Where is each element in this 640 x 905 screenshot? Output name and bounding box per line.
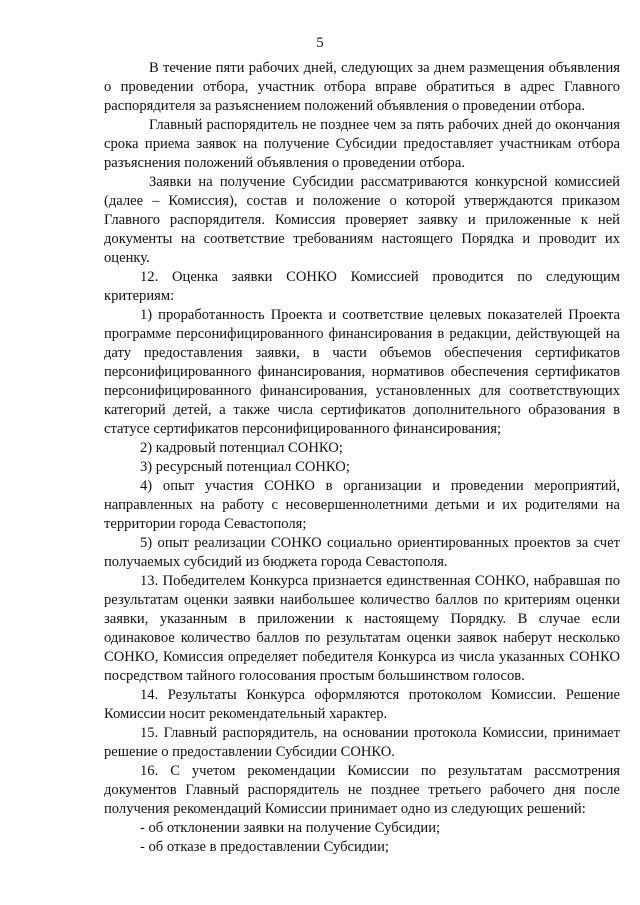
criterion-1: 1) проработанность Проекта и соответствие целевых показателей Проекта программе персонифицированного финансирования в редакции, действующей на дату предоставления заявки, в части объемов обеспечения сертификатов персонифицированного финансирования, нормативов обеспечения сертификатов персонифицированного финансирования, установленных для соответствующих категорий детей, а также числа сертификатов дополнительного образования в статусе сертификатов персонифицированного финансирования; [104,307,620,437]
criterion-3: 3) ресурсный потенциал СОНКО; [140,459,350,475]
paragraph-13-winner: 13. Победителем Конкурса признается единственная СОНКО, набравшая по результатам оценки заявки наибольшее количество баллов по критериям оценки заявки, указанным в приложении к настоящему Порядку. В случае если одинаковое количество баллов по результатам оценки заявок наберут несколько СОНКО, Комиссия определяет победителя Конкурса из числа указанных СОНКО посредством тайного голосования простым большинством голосов. [104,573,620,684]
paragraph-15-decision: 15. Главный распорядитель, на основании протокола Комиссии, принимает решение о предоставлении Субсидии СОНКО. [104,725,620,760]
decision-item-reject: - об отклонении заявки на получение Субсидии; [140,820,441,836]
paragraph-14-results: 14. Результаты Конкурса оформляются протоколом Комиссии. Решение Комиссии носит рекомендательный характер. [104,687,620,722]
criterion-4: 4) опыт участия СОНКО в организации и проведении мероприятий, направленных на работу с несовершеннолетними детьми и их родителями на территории города Севастополя; [104,478,620,532]
decision-item-refuse: - об отказе в предоставлении Субсидии; [140,839,389,855]
criterion-2: 2) кадровый потенциал СОНКО; [140,440,343,456]
document-body [104,59,620,857]
criterion-5: 5) опыт реализации СОНКО социально ориентированных проектов за счет получаемых субсидий из бюджета города Севастополя. [104,535,620,570]
paragraph-16-recommendation: 16. С учетом рекомендации Комиссии по результатам рассмотрения документов Главный распорядитель не позднее третьего рабочего дня после получения рекомендаций Комиссии принимает одно из следующих решений: [104,763,620,817]
page-number: 5 [316,35,324,51]
paragraph-commission: Заявки на получение Субсидии рассматриваются конкурсной комиссией (далее – Комиссия), состав и положение о которой утверждаются приказом Главного распорядителя. Комиссия проверяет заявку и приложенные к ней документы на соответствие требованиям настоящего Порядка и проводит их оценку. [104,174,620,266]
paragraph-clarification-deadline: Главный распорядитель не позднее чем за пять рабочих дней до окончания срока приема заявок на получение Субсидии предоставляет участникам отбора разъяснения положений объявления о проведении отбора. [104,117,620,171]
paragraph-12-criteria: 12. Оценка заявки СОНКО Комиссией проводится по следующим критериям: [104,269,620,304]
paragraph-clarification-right: В течение пяти рабочих дней, следующих за днем размещения объявления о проведении отбора, участник отбора вправе обратиться в адрес Главного распорядителя за разъяснением положений объявления о проведении отбора. [104,60,620,114]
